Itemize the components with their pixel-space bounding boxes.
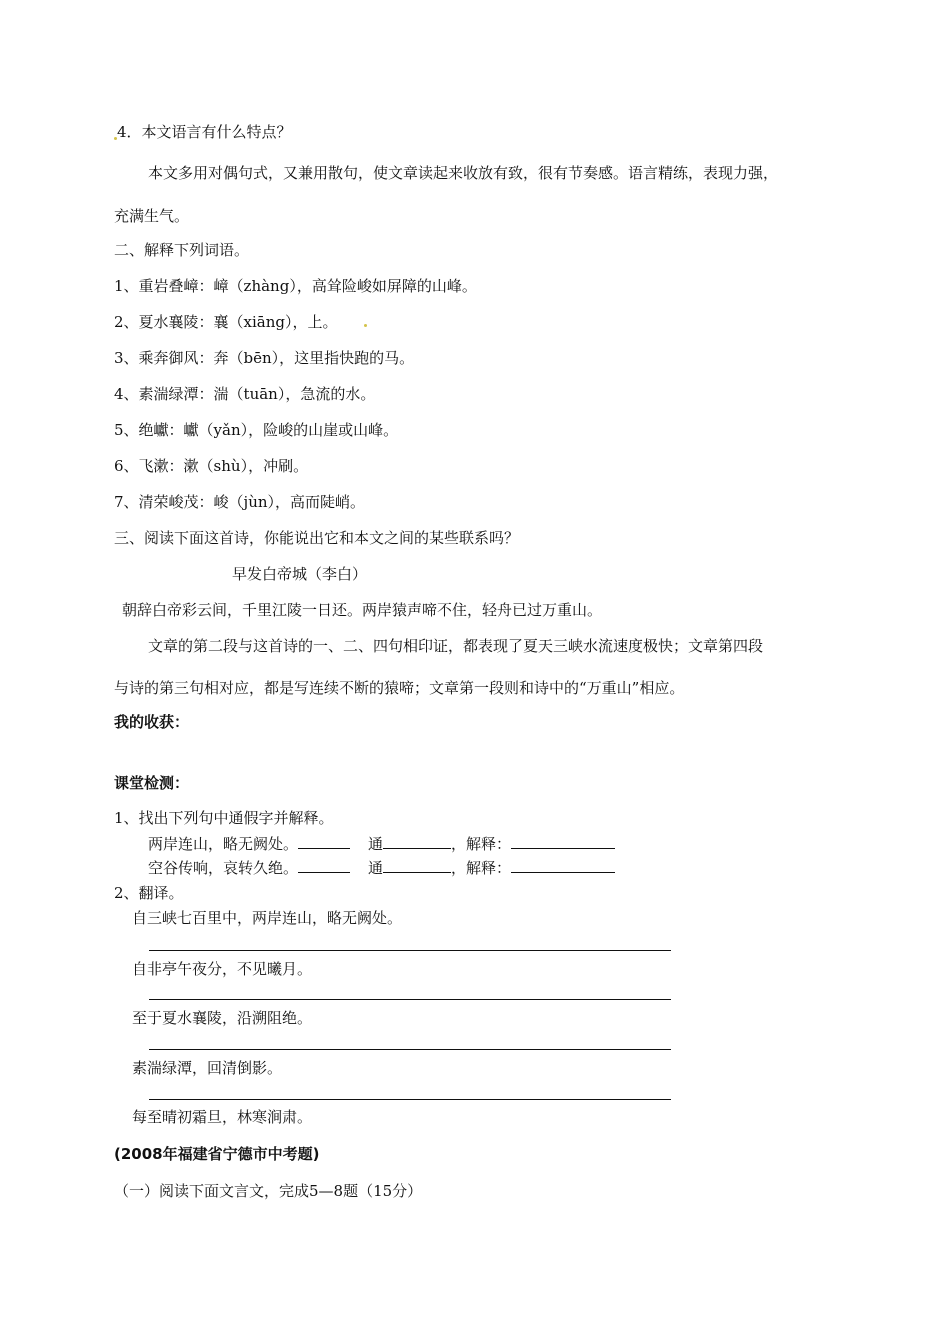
exam-source: (2008年福建省宁德市中考题) bbox=[114, 1145, 320, 1163]
exam-instruction: （一）阅读下面文言文，完成5—8题（15分） bbox=[114, 1182, 423, 1200]
answer-line[interactable] bbox=[149, 950, 671, 951]
explain-label: ，解释： bbox=[451, 835, 512, 853]
answer-blank[interactable] bbox=[298, 834, 350, 849]
translate-item-2: 自非亭午夜分，不见曦月。 bbox=[132, 960, 313, 978]
poem-answer-line-1: 文章的第二段与这首诗的一、二、四句相印证，都表现了夏天三峡水流速度极快；文章第四段 bbox=[148, 637, 764, 655]
classroom-q1: 1、找出下列句中通假字并解释。 bbox=[114, 809, 334, 827]
translate-item-1: 自三峡七百里中，两岸连山，略无阙处。 bbox=[132, 909, 403, 927]
decorative-dot bbox=[364, 324, 367, 327]
section-2-heading: 二、解释下列词语。 bbox=[114, 241, 250, 259]
answer-blank[interactable] bbox=[511, 858, 615, 873]
translate-item-5: 每至晴初霜旦，林寒涧肃。 bbox=[132, 1108, 313, 1126]
tong-label: 通 bbox=[368, 859, 384, 877]
translate-item-3: 至于夏水襄陵，沿溯阻绝。 bbox=[132, 1009, 313, 1027]
question-4: 4．本文语言有什么特点？ bbox=[117, 123, 292, 141]
word-item-6: 6、飞漱：漱（shù），冲刷。 bbox=[114, 457, 309, 475]
answer-line[interactable] bbox=[149, 1099, 671, 1100]
explain-label: ，解释： bbox=[451, 859, 512, 877]
word-item-5: 5、绝巘：巘（yǎn），险峻的山崖或山峰。 bbox=[114, 421, 399, 439]
answer-line[interactable] bbox=[149, 999, 671, 1000]
word-item-4: 4、素湍绿潭：湍（tuān），急流的水。 bbox=[114, 385, 376, 403]
answer-line[interactable] bbox=[149, 1049, 671, 1050]
tong-label: 通 bbox=[368, 835, 384, 853]
answer-blank[interactable] bbox=[383, 834, 451, 849]
answer-4-line-2: 充满生气。 bbox=[114, 207, 190, 225]
answer-blank[interactable] bbox=[511, 834, 615, 849]
answer-blank[interactable] bbox=[383, 858, 451, 873]
classroom-heading: 课堂检测： bbox=[114, 774, 190, 792]
poem-text: 朝辞白帝彩云间，千里江陵一日还。两岸猿声啼不住，轻舟已过万重山。 bbox=[122, 601, 603, 619]
word-item-1: 1、重岩叠嶂：嶂（zhàng），高耸险峻如屏障的山峰。 bbox=[114, 277, 477, 295]
word-item-7: 7、清荣峻茂：峻（jùn），高而陡峭。 bbox=[114, 493, 366, 511]
answer-4-line-1: 本文多用对偶句式，又兼用散句，使文章读起来收放有致，很有节奏感。语言精练，表现力强， bbox=[148, 164, 779, 182]
harvest-label: 我的收获： bbox=[114, 713, 190, 731]
answer-blank[interactable] bbox=[298, 858, 350, 873]
tongjia-row-1 bbox=[148, 834, 615, 854]
tongjia-sentence: 两岸连山，略无阙处。 bbox=[148, 835, 299, 853]
section-3-heading: 三、阅读下面这首诗，你能说出它和本文之间的某些联系吗？ bbox=[114, 529, 520, 547]
poem-title: 早发白帝城（李白） bbox=[232, 565, 368, 583]
word-item-2: 2、夏水襄陵：襄（xiāng），上。 bbox=[114, 313, 338, 331]
poem-answer-line-2: 与诗的第三句相对应，都是写连续不断的猿啼；文章第一段则和诗中的“万重山”相应。 bbox=[114, 679, 685, 697]
translate-item-4: 素湍绿潭，回清倒影。 bbox=[132, 1059, 283, 1077]
tongjia-row-2 bbox=[148, 858, 615, 878]
word-item-3: 3、乘奔御风：奔（bēn），这里指快跑的马。 bbox=[114, 349, 415, 367]
classroom-q2: 2、翻译。 bbox=[114, 884, 184, 902]
tongjia-sentence: 空谷传响，哀转久绝。 bbox=[148, 859, 299, 877]
